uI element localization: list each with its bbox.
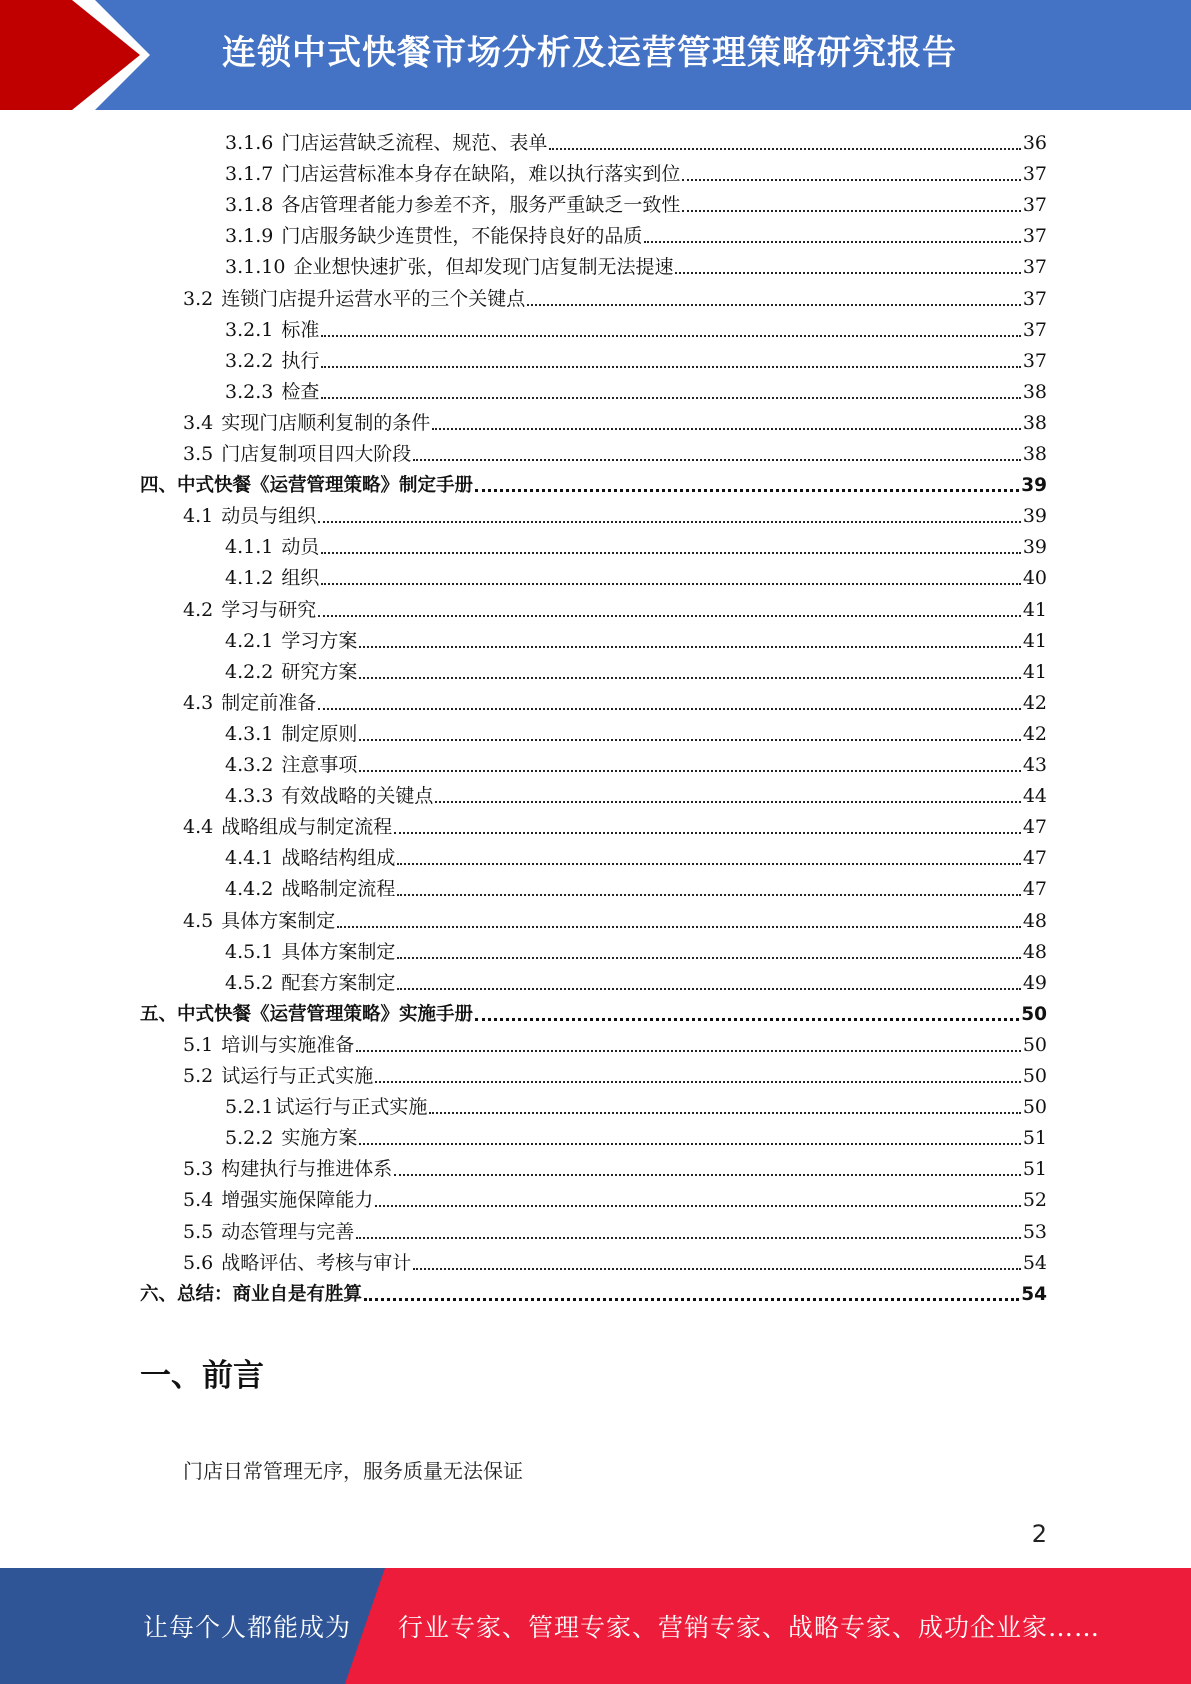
toc-entry-title: 培训与实施准备 (221, 1033, 355, 1056)
toc-entry[interactable] (140, 470, 1047, 501)
toc-entry[interactable] (225, 1092, 1047, 1123)
toc-entry-number: 3.1.7 (225, 163, 274, 186)
toc-entry-page: 37 (1022, 256, 1047, 279)
toc-entry-number: 5.5 (183, 1220, 214, 1243)
toc-entry[interactable] (225, 377, 1047, 408)
toc-dot-leader (321, 365, 1020, 368)
toc-entry[interactable] (225, 563, 1047, 594)
toc-entry-title: 增强实施保障能力 (221, 1189, 374, 1212)
section-heading: 一、前言 (140, 1358, 264, 1394)
toc-entry[interactable] (225, 843, 1047, 874)
toc-entry-page: 39 (1022, 505, 1047, 528)
toc-entry-number: 5.1 (183, 1033, 214, 1056)
toc-entry-page: 47 (1022, 878, 1047, 901)
toc-dot-leader (321, 551, 1020, 554)
toc-dot-leader (644, 240, 1020, 243)
toc-entry-page: 37 (1022, 349, 1047, 372)
toc-entry-number: 5.2 (183, 1065, 214, 1087)
toc-entry[interactable] (225, 750, 1047, 781)
toc-dot-leader (413, 458, 1021, 461)
toc-entry-number: 4.3.2 (225, 754, 274, 776)
toc-entry-title: 实施方案 (281, 1127, 358, 1150)
footer-slogan-left: 让每个人都能成为 (143, 1613, 352, 1642)
toc-dot-leader (359, 676, 1020, 679)
toc-entry-number: 4.3.1 (225, 722, 274, 745)
toc-dot-leader (435, 800, 1020, 803)
toc-entry-page: 36 (1022, 132, 1047, 154)
toc-entry[interactable] (183, 501, 1047, 532)
toc-entry-title: 战略评估、考核与审计 (221, 1251, 412, 1274)
toc-entry-title: 有效战略的关键点 (281, 785, 434, 808)
toc-entry-title: 各店管理者能力参差不齐，服务严重缺乏一致性 (281, 194, 681, 217)
toc-dot-leader (321, 582, 1020, 585)
toc-entry[interactable] (183, 688, 1047, 719)
toc-entry-title: 门店运营标准本身存在缺陷，难以执行落实到位 (281, 163, 681, 186)
toc-dot-leader (364, 1297, 1019, 1301)
toc-dot-leader (318, 614, 1021, 617)
toc-entry[interactable] (225, 159, 1047, 190)
toc-dot-leader (356, 1049, 1021, 1052)
toc-entry[interactable] (183, 1217, 1047, 1248)
toc-entry-page: 47 (1022, 816, 1047, 839)
toc-entry-title: 门店服务缺少连贯性，不能保持良好的品质 (281, 225, 643, 248)
toc-dot-leader (397, 956, 1020, 959)
toc-entry[interactable] (183, 1185, 1047, 1216)
toc-entry-number: 4.1.1 (225, 536, 274, 559)
toc-entry-page: 41 (1022, 598, 1047, 621)
toc-entry-page: 43 (1022, 754, 1047, 776)
toc-entry-page: 38 (1022, 380, 1047, 403)
toc-entry-title: 动员与组织 (221, 505, 317, 528)
toc-entry-title: 试运行与正式实施 (275, 1096, 428, 1119)
toc-entry-page: 54 (1021, 1283, 1047, 1305)
toc-entry[interactable] (225, 719, 1047, 750)
toc-entry[interactable] (225, 190, 1047, 221)
toc-entry[interactable] (183, 408, 1047, 439)
toc-entry-number: 5.2.2 (225, 1127, 274, 1150)
toc-entry-page: 49 (1022, 971, 1047, 994)
toc-entry-number: 3.2 (183, 287, 214, 310)
toc-dot-leader (429, 1111, 1020, 1114)
toc-dot-leader (375, 1204, 1021, 1207)
toc-entry-page: 50 (1022, 1096, 1047, 1119)
toc-entry[interactable] (183, 906, 1047, 937)
toc-dot-leader (394, 1173, 1021, 1176)
toc-entry-page: 38 (1022, 443, 1047, 465)
toc-entry-page: 51 (1022, 1127, 1047, 1150)
toc-entry-title: 研究方案 (281, 660, 358, 683)
page-footer (0, 1568, 1191, 1684)
toc-dot-leader (432, 427, 1021, 430)
toc-entry[interactable] (225, 128, 1047, 159)
toc-dot-leader (413, 1267, 1021, 1270)
toc-entry-page: 48 (1022, 940, 1047, 963)
toc-dot-leader (356, 1236, 1021, 1239)
toc-entry-number: 4.4.2 (225, 878, 274, 901)
toc-entry-title: 标准 (281, 318, 320, 341)
toc-entry-title: 构建执行与推进体系 (221, 1158, 393, 1181)
toc-entry-number: 3.2.3 (225, 380, 274, 403)
toc-entry[interactable] (225, 221, 1047, 252)
toc-entry[interactable] (225, 532, 1047, 563)
toc-entry-number: 3.1.9 (225, 225, 274, 248)
toc-dot-leader (549, 147, 1020, 150)
toc-entry-number: 4.2.1 (225, 629, 274, 652)
toc-entry-page: 39 (1022, 536, 1047, 559)
toc-entry-page: 37 (1022, 194, 1047, 217)
toc-entry[interactable] (183, 284, 1047, 315)
toc-entry-title: 连锁门店提升运营水平的三个关键点 (221, 287, 526, 310)
toc-entry-page: 44 (1022, 785, 1047, 808)
toc-entry-page: 48 (1022, 909, 1047, 932)
toc-entry-number: 3.1.8 (225, 194, 274, 217)
toc-entry[interactable] (183, 1061, 1047, 1092)
toc-entry-number: 3.2.1 (225, 318, 274, 341)
toc-entry-page: 51 (1022, 1158, 1047, 1181)
toc-entry-page: 38 (1022, 411, 1047, 434)
toc-entry[interactable] (225, 346, 1047, 377)
toc-entry[interactable] (183, 1030, 1047, 1061)
toc-entry-title: 动员 (281, 536, 320, 559)
toc-entry-title: 具体方案制定 (281, 940, 396, 963)
toc-entry[interactable] (183, 812, 1047, 843)
toc-entry-title: 五、中式快餐《运营管理策略》实施手册 (140, 1003, 474, 1025)
toc-dot-leader (318, 520, 1021, 523)
toc-entry[interactable] (140, 999, 1047, 1030)
page-number: 2 (1031, 1520, 1047, 1548)
toc-entry-number: 3.5 (183, 443, 214, 465)
toc-entry-page: 41 (1022, 629, 1047, 652)
toc-entry-page: 50 (1022, 1065, 1047, 1087)
toc-dot-leader (397, 862, 1020, 865)
toc-dot-leader (675, 271, 1020, 274)
toc-entry-number: 3.1.10 (225, 256, 286, 279)
toc-entry-title: 检查 (281, 380, 320, 403)
toc-dot-leader (397, 893, 1020, 896)
toc-entry-page: 47 (1022, 847, 1047, 870)
toc-entry-title: 制定前准备 (221, 691, 317, 714)
toc-entry-title: 战略组成与制定流程 (221, 816, 393, 839)
toc-entry-page: 37 (1022, 225, 1047, 248)
toc-dot-leader (475, 488, 1019, 492)
toc-entry-page: 50 (1021, 1003, 1047, 1025)
toc-dot-leader (682, 209, 1020, 212)
toc-entry-number: 4.1 (183, 505, 214, 528)
toc-dot-leader (337, 925, 1021, 928)
toc-entry-number: 4.5 (183, 909, 214, 932)
toc-entry-title: 试运行与正式实施 (221, 1065, 374, 1087)
toc-entry-number: 4.4.1 (225, 847, 274, 870)
toc-dot-leader (359, 1142, 1020, 1145)
body-paragraph: 门店日常管理无序，服务质量无法保证 (183, 1459, 523, 1483)
toc-entry-title: 战略制定流程 (281, 878, 396, 901)
toc-entry-title: 制定原则 (281, 722, 358, 745)
toc-entry[interactable] (183, 595, 1047, 626)
toc-entry-title: 学习与研究 (221, 598, 317, 621)
toc-entry-page: 50 (1022, 1033, 1047, 1056)
page-header (0, 0, 1191, 110)
toc-entry[interactable] (225, 252, 1047, 283)
toc-entry[interactable] (225, 657, 1047, 688)
toc-dot-leader (321, 334, 1020, 337)
toc-entry-title: 执行 (281, 349, 320, 372)
toc-entry-title: 组织 (281, 567, 320, 590)
toc-entry[interactable] (225, 937, 1047, 968)
toc-entry-title: 六、总结：商业自是有胜算 (140, 1283, 363, 1305)
toc-entry-page: 52 (1022, 1189, 1047, 1212)
toc-dot-leader (359, 738, 1020, 741)
toc-entry-number: 4.3.3 (225, 785, 274, 808)
toc-entry-page: 37 (1022, 287, 1047, 310)
toc-dot-leader (375, 1080, 1021, 1083)
toc-entry-title: 实现门店顺利复制的条件 (221, 411, 431, 434)
toc-entry-title: 动态管理与完善 (221, 1220, 355, 1243)
toc-dot-leader (359, 645, 1020, 648)
toc-entry-page: 53 (1022, 1220, 1047, 1243)
toc-entry-title: 战略结构组成 (281, 847, 396, 870)
header-red-arrow (0, 0, 140, 110)
toc-dot-leader (475, 1017, 1019, 1021)
toc-entry-number: 3.1.6 (225, 132, 274, 154)
toc-entry-title: 门店运营缺乏流程、规范、表单 (281, 132, 548, 154)
toc-entry[interactable] (225, 626, 1047, 657)
toc-entry-page: 42 (1022, 691, 1047, 714)
toc-dot-leader (321, 396, 1020, 399)
toc-entry-number: 5.3 (183, 1158, 214, 1181)
toc-entry[interactable] (225, 781, 1047, 812)
toc-entry-page: 54 (1022, 1251, 1047, 1274)
toc-entry-page: 37 (1022, 163, 1047, 186)
toc-entry[interactable] (183, 439, 1047, 470)
toc-entry-title: 四、中式快餐《运营管理策略》制定手册 (140, 475, 474, 497)
toc-entry-title: 门店复制项目四大阶段 (221, 443, 412, 465)
toc-entry-number: 3.4 (183, 411, 214, 434)
toc-entry-title: 具体方案制定 (221, 909, 336, 932)
toc-entry-page: 39 (1021, 475, 1047, 497)
toc-dot-leader (394, 831, 1021, 834)
toc-entry-number: 3.2.2 (225, 349, 274, 372)
toc-dot-leader (527, 303, 1021, 306)
toc-entry-title: 企业想快速扩张，但却发现门店复制无法提速 (293, 256, 674, 279)
toc-entry-title: 配套方案制定 (281, 971, 396, 994)
toc-entry-number: 4.3 (183, 691, 214, 714)
toc-entry-page: 37 (1022, 318, 1047, 341)
toc-entry-page: 42 (1022, 722, 1047, 745)
toc-entry-number: 4.1.2 (225, 567, 274, 590)
toc-dot-leader (318, 707, 1021, 710)
toc-entry-number: 4.2 (183, 598, 214, 621)
toc-entry-page: 41 (1022, 660, 1047, 683)
footer-slogan-right: 行业专家、管理专家、营销专家、战略专家、成功企业家…… (398, 1613, 1101, 1642)
toc-entry-page: 40 (1022, 567, 1047, 590)
toc-entry-number: 4.5.2 (225, 971, 274, 994)
toc-dot-leader (359, 769, 1020, 772)
toc-entry-number: 5.4 (183, 1189, 214, 1212)
toc-entry-number: 5.6 (183, 1251, 214, 1274)
toc-entry-title: 学习方案 (281, 629, 358, 652)
toc-entry-number: 4.2.2 (225, 660, 274, 683)
report-title: 连锁中式快餐市场分析及运营管理策略研究报告 (222, 33, 957, 73)
toc-entry[interactable] (183, 1248, 1047, 1279)
toc-dot-leader (397, 987, 1020, 990)
toc-dot-leader (682, 178, 1020, 181)
toc-entry-title: 注意事项 (281, 754, 358, 776)
toc-entry[interactable] (225, 968, 1047, 999)
toc-entry[interactable] (140, 1279, 1047, 1310)
toc-entry[interactable] (225, 315, 1047, 346)
toc-entry[interactable] (225, 1123, 1047, 1154)
toc-entry[interactable] (183, 1154, 1047, 1185)
toc-entry-number: 4.5.1 (225, 940, 274, 963)
toc-entry-number: 4.4 (183, 816, 214, 839)
toc-entry[interactable] (225, 874, 1047, 905)
toc-entry-number: 5.2.1 (225, 1096, 274, 1119)
